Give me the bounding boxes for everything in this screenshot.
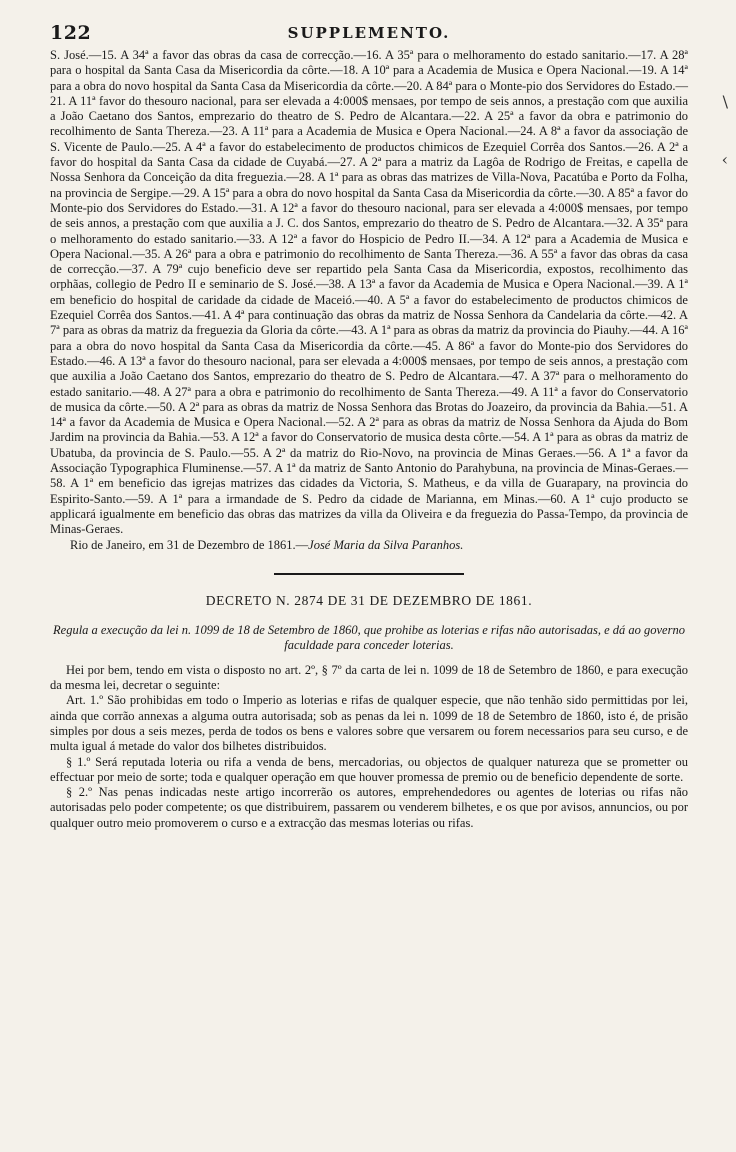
section-divider	[274, 573, 464, 575]
decree-paragraph-1: § 1.º Será reputada loteria ou rifa a venda de bens, mercadorias, ou objectos de qualquer natureza que se prometter ou effectuar por meio de sorte; toda e qualquer operação em que houver promessa de premio ou de beneficio dependente de sorte.	[50, 754, 688, 784]
decree-title: DECRETO N. 2874 DE 31 DE DEZEMBRO DE 1861.	[205, 592, 533, 608]
signature-line	[50, 538, 688, 553]
page-header	[50, 22, 688, 48]
signature-place-date: Rio de Janeiro, em 31 de Dezembro de 1861.—	[70, 537, 309, 552]
lottery-list-paragraph: S. José.—15. A 34ª a favor das obras da casa de correcção.—16. A 35ª para o melhoramento do estado sanitario.—17. A 28ª para o hospital da Santa Casa da Misericordia da côrte.—18. A 10ª para a Academia de Musica e Opera Nacional.—19. A 14ª para a obra do novo hospital da Santa Casa da Misericordia da côrte.—20. A 84ª para o Monte-pio dos Servidores do Estado.—21. A 11ª favor do thesouro nacional, para ser elevada a 4:000$ mensaes, por tempo de seis annos, a prestação com que auxilia a João Caetano dos Santos, emprezario do theatro de S. Pedro de Alcantara.—22. A 25ª a favor da obra e patrimonio do recolhimento de Santa Thereza.—23. A 11ª para a Academia de Musica e Opera Nacional.—24. A 8ª a favor da associação de S. Vicente de Paulo.—25. A 4ª a favor do estabelecimento de productos chimicos de Ezequiel Corrêa dos Santos.—26. A 2ª a favor do hospital da Santa Casa da cidade de Cuyabá.—27. A 2ª para a matriz da Lagôa de Rodrigo de Freitas, e capella de Nossa Senhora da Conceição da dita freguezia.—28. A 1ª para as obras das matrizes de Villa-Nova, Pacatúba e Porto da Folha, na provincia de Sergipe.—29. A 15ª para a obra do novo hospital da Santa Casa da Misericordia da côrte.—30. A 85ª a favor do Monte-pio dos Servidores do Estado.—31. A 12ª a favor do thesouro nacional, para ser elevada a 4:000$ mensaes, por tempo de seis annos, a prestação com que auxilia a J. C. dos Santos, emprezario do theatro de S. Pedro de Alcantara.—32. A 35ª para o melhoramento do estado sanitario.—33. A 12ª a favor do Hospicio de Pedro II.—34. A 12ª para a Academia de Musica e Opera Nacional.—35. A 26ª para a obra e patrimonio do recolhimento de Santa Thereza.—36. A 55ª a favor das obras da casa de correcção.—37. A 79ª cujo beneficio deve ser repartido pela Santa Casa da Misericordia, expostos, recolhimento das orphãas, collegio de Pedro II e seminario de S. José.—38. A 13ª a favor da Academia de Musica e Opera Nacional.—39. A 1ª em beneficio do hospital de caridade da cidade de Maceió.—40. A 5ª a favor do estabelecimento de productos chimicos de Ezequiel Corrêa dos Santos.—41. A 4ª para continuação das obras da matriz de Nossa Senhora da Candelaria da côrte.—42. A 7ª para as obras da matriz da freguezia da Gloria da côrte.—43. A 1ª para as obras da matriz da provincia do Piauhy.—44. A 16ª para a obra do novo hospital da Santa Casa da Misericordia da côrte.—45. A 86ª a favor do Monte-pio dos Servidores do Estado.—46. A 13ª a favor do thesouro nacional, para ser elevada a 4:000$ mensaes, por tempo de seis annos, a prestação com que auxilia a João Caetano dos Santos, emprezario do theatro de S. Pedro de Alcantara.—47. A 37ª para o melhoramento do estado sanitario.—48. A 27ª para a obra e patrimonio do recolhimento de Santa Thereza.—49. A 11ª a favor do Conservatorio de musica da côrte.—50. A 2ª para as obras da matriz de Nossa Senhora das Brotas do Joazeiro, da provincia da Bahia.—51. A 14ª a favor da Academia de Musica e Opera Nacional.—52. A 2ª para as obras da matriz de Nossa Senhora da Ajuda do Bom Jardim na provincia da Bahia.—53. A 12ª a favor do Conservatorio de musica desta côrte.—54. A 1ª para as obras da matriz de Ubatuba, da provincia de S. Paulo.—55. A 2ª da matriz do Rio-Novo, na provincia de Minas Geraes.—56. A 1ª a favor da Associação Typographica Fluminense.—57. A 1ª da matriz de Santo Antonio do Parahybuna, na provincia de Minas-Geraes.—58. A 1ª em beneficio das igrejas matrizes das cidades da Victoria, S. Matheus, e da villa de Guarapary, na provincia do Espirito-Santo.—59. A 1ª para a irmandade de S. Pedro da cidade de Marianna, em Minas.—60. A 1ª cujo producto se applicará igualmente em beneficio das obras das matrizes da villa da Oliveira e da freguezia do Passa-Tempo, da provincia de Minas-Geraes.	[50, 48, 688, 537]
decree-summary: Regula a execução da lei n. 1099 de 18 de Setembro de 1860, que prohibe as loterias e rifas não autorisadas, e dá ao governo faculdade para conceder loterias.	[53, 622, 685, 652]
decree-paragraph-2: § 2.º Nas penas indicadas neste artigo incorrerão os autores, emprehendedores ou agentes de loterias ou rifas não autorisadas pelo poder competente; os que distribuirem, passarem ou venderem bilhetes, e os que por avisos, annuncios, ou por qualquer outro meio promoverem o curso e a extracção das mesmas loterias ou rifas.	[50, 785, 688, 830]
signature-name: José Maria da Silva Paranhos.	[308, 537, 464, 552]
margin-mark-angle: ‹	[721, 150, 728, 169]
margin-mark-slash: \	[722, 92, 728, 111]
page-number: 122	[50, 22, 92, 44]
decree-article-1: Art. 1.º São prohibidas em todo o Imperio as loterias e rifas de qualquer especie, que não tenhão sido permittidas por lei, ainda que corrão annexas a alguma outra autorisada; sob as penas da lei n. 1099 de 18 de Setembro de 1860, isto é, de prisão simples por dous a seis mezes, perda de todos os bens e valores sobre que versarem ou forem necessarios para seu curso, e de multa igual á metade do valor dos bilhetes distribuidos.	[50, 693, 688, 754]
running-head: SUPPLEMENTO.	[287, 24, 451, 42]
decree-preamble: Hei por bem, tendo em vista o disposto no art. 2º, § 7º da carta de lei n. 1099 de 18 de Setembro de 1860, e para execução da mesma lei, decretar o seguinte:	[50, 662, 688, 693]
